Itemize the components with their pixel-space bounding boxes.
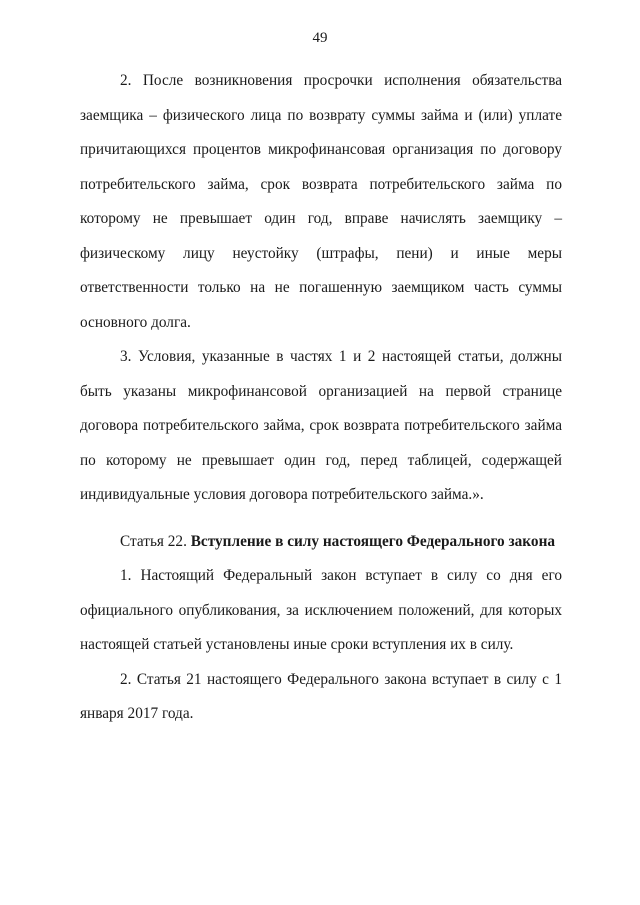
article-number: Статья 22. xyxy=(120,532,191,550)
document-body xyxy=(80,64,562,732)
article-paragraph-2: 2. Статья 21 настоящего Федерального закона вступает в силу с 1 января 2017 года. xyxy=(80,670,562,722)
article-title: Вступление в силу настоящего Федерального закона xyxy=(190,532,556,550)
article-paragraph-1: 1. Настоящий Федеральный закон вступает в силу со дня его официального опубликования, за исключением положений, для которых настоящей статьей установлены иные сроки вступления их в силу. xyxy=(80,567,562,653)
article-heading xyxy=(80,525,562,560)
page-number: 49 xyxy=(312,30,328,46)
paragraph-part-3: 3. Условия, указанные в частях 1 и 2 настоящей статьи, должны быть указаны микрофинансовой организацией на первой странице договора потребительского займа, срок возврата потребительского займа по которому не превышает один год, перед таблицей, содержащей индивидуальные условия договора потребительского займа.». xyxy=(80,348,562,503)
paragraph-part-2: 2. После возникновения просрочки исполнения обязательства заемщика – физического лица по возврату суммы займа и (или) уплате причитающихся процентов микрофинансовая организация по договору потребительского займа, срок возврата потребительского займа по которому не превышает один год, вправе начислять заемщику – физическому лицу неустойку (штрафы, пени) и иные меры ответственности только на не погашенную заемщиком часть суммы основного долга. xyxy=(80,72,562,331)
